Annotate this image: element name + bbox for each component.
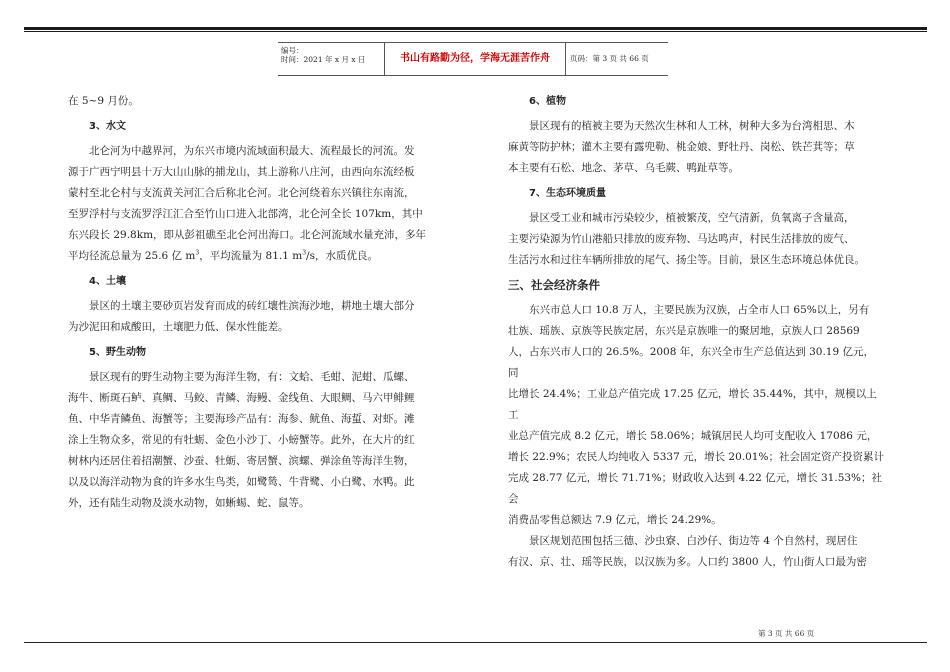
header-meta xyxy=(278,43,385,75)
text-line: 景区现有的野生动物主要为海洋生物，有：文蛤、毛蚶、泥蚶、瓜螺、 xyxy=(89,371,415,383)
text-line: 北仑河为中越界河，为东兴市境内流域面积最大、流程最长的河流。发 xyxy=(89,145,415,157)
text-line: 本主要有石松、地念、茅草、乌毛蕨、鸭趾草等。 xyxy=(508,162,739,174)
text-line: 至罗浮村与支流罗浮江汇合至竹山口进入北部湾，北仑河全长 107km，其中 xyxy=(68,208,423,220)
text-line: 主要污染源为竹山港船只排放的废弃物、马达鸣声，村民生活排放的废气、 xyxy=(508,233,855,245)
text-line: 增长 22.9%；农民人均纯收入 5337 元，增长 20.01%；社会固定资产投资累计 xyxy=(508,451,884,463)
header-rule-thick xyxy=(24,27,927,30)
header-rule-thin xyxy=(24,31,927,32)
text-line: 在 5~9 月份。 xyxy=(68,95,139,107)
text-line: 人，占东兴市人口的 26.5%。2008 年，东兴全市生产总值达到 30.19 亿元，同 xyxy=(508,346,874,379)
header-page: 页码：第 3 页 共 66 页 xyxy=(570,54,649,63)
text-line: 海牛、断斑石鲈、真鲷、马鲛、青鳞、海鳗、金线鱼、大眼鲷、马六甲鲱鲤 xyxy=(68,392,415,404)
text-line: 鱼、中华青鳞鱼、海蟹等；主要海珍产品有：海参、鱿鱼、海蜇、对虾。滩 xyxy=(68,413,415,425)
text-line: 业总产值完成 8.2 亿元，增长 58.06%；城镇居民人均可支配收入 17086 元， xyxy=(508,430,878,442)
text-line: 完成 28.77 亿元，增长 71.71%；财政收入达到 4.22 亿元，增长 31.53%；社会 xyxy=(508,472,883,505)
text-line: 比增长 24.4%；工业总产值完成 17.25 亿元，增长 35.44%，其中，规模以上工 xyxy=(508,388,877,421)
text-line: 树林内还居住着招潮蟹、沙蚕、牡蛎、寄居蟹、滨螺、弹涂鱼等海洋生物， xyxy=(68,455,415,467)
text-line: 以及以海洋动物为食的许多水生鸟类，如鹭鸶、牛背鹭、小白鹭、水鸭。此 xyxy=(68,476,415,488)
text-line: 壮族、瑶族、京族等民族定居，东兴是京族唯一的聚居地，京族人口 28569 xyxy=(508,325,860,337)
text-line: 蒙村至北仑村与支流黄关河汇合后称北仑河。北仑河绕着东兴镇往东南流， xyxy=(68,187,415,199)
text-line: 涂上生物众多，常见的有牡蛎、金色小沙丁、小螃蟹等。此外，在大片的红 xyxy=(68,434,415,446)
header-date: 时间：2021 年 x 月 x 日 xyxy=(281,55,366,64)
left-column xyxy=(68,91,440,514)
right-column xyxy=(508,91,884,573)
text-line: 景区受工业和城市污染较少，植被繁茂，空气清新，负氧离子含量高， xyxy=(529,212,855,224)
page-header xyxy=(278,42,668,76)
text-line: 景区的土壤主要砂页岩发育而成的砖红壤性滨海沙地，耕地土壤大部分 xyxy=(89,300,415,312)
text-line: 东兴市总人口 10.8 万人，主要民族为汉族，占全市人口 65%以上，另有 xyxy=(529,304,870,316)
text-line: 为沙泥田和咸酸田，土壤肥力低、保水性能差。 xyxy=(68,321,289,333)
heading-soil: 4、土壤 xyxy=(89,276,126,287)
text-line: 平均径流总量为 25.6 亿 $m^3$，平均流量为 81.1 $m^3/s$，水质优良。 xyxy=(68,249,378,262)
text-line: 消费品零售总额达 7.9 亿元，增长 24.29%。 xyxy=(508,514,722,526)
heading-fauna: 5、野生动物 xyxy=(89,347,146,358)
heading-environment: 7、生态环境质量 xyxy=(529,188,606,199)
header-code: 编号： xyxy=(281,46,304,55)
text-line: 有汉、京、壮、瑶等民族，以汉族为多。人口约 3800 人，竹山街人口最为密 xyxy=(508,556,867,568)
text-line: 东兴段长 29.8km，即从彭祖礁至北仑河出海口。北仑河流域水量充沛，多年 xyxy=(68,229,427,241)
text-line: 外，还有陆生动物及淡水动物，如蜥蜴、蛇、鼠等。 xyxy=(68,497,310,509)
text-line: 景区现有的植被主要为天然次生林和人工林，树种大多为台湾相思、木 xyxy=(529,120,855,132)
text-line: 景区规划范围包括三德、沙虫寮、白沙仔、街边等 4 个自然村，现居住 xyxy=(529,535,858,547)
heading-hydrology: 3、水文 xyxy=(89,121,126,132)
heading-socioeconomic: 三、社会经济条件 xyxy=(508,278,600,292)
text-line: 生活污水和过往车辆所排放的尾气、扬尘等。目前，景区生态环境总体优良。 xyxy=(508,254,865,266)
page-footer: 第 3 页 共 66 页 xyxy=(758,629,815,638)
footer-rule xyxy=(24,642,927,643)
text-line: 麻黄等防护林；灌木主要有露兜勒、桃金娘、野牡丹、岗松、铁芒萁等；草 xyxy=(508,141,855,153)
header-motto: 书山有路勤为径，学海无涯苦作舟 xyxy=(385,43,566,75)
text-line: 源于广西宁明县十万大山山脉的捕龙山，其上游称八庄河，由西向东流经板 xyxy=(68,166,415,178)
heading-plants: 6、植物 xyxy=(529,96,566,107)
